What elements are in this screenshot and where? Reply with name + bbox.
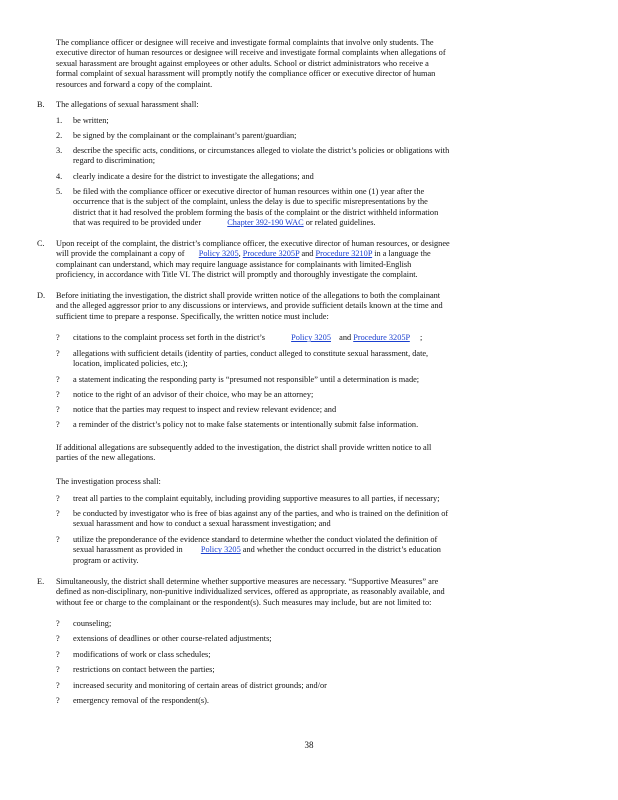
text-line: be signed by the complainant or the complainant’s parent/guardian; xyxy=(73,131,297,140)
notice-item xyxy=(73,375,419,385)
link-policy-3205[interactable]: Policy 3205 xyxy=(291,333,331,342)
text-line xyxy=(56,249,450,259)
bullet-glyph: ? xyxy=(56,650,60,659)
supportive-measure-item: extensions of deadlines or other course-related adjustments; xyxy=(73,634,272,643)
notice-item xyxy=(73,405,336,415)
process-item xyxy=(73,535,441,566)
text-line: complainant can understand, which may require language assistance for complainants with limited-English xyxy=(56,259,412,269)
link-policy-3205[interactable]: Policy 3205 xyxy=(198,249,239,259)
list-number: 1. xyxy=(56,116,63,125)
text-line: sexual harassment are brought against employees or other adults. School or district administrators who receive a xyxy=(56,58,429,68)
list-number: 3. xyxy=(56,146,63,155)
additional-allegations-paragraph xyxy=(56,443,431,464)
section-b-lead: The allegations of sexual harassment shall: xyxy=(56,100,199,109)
text-line: be filed with the compliance officer or executive director of human resources within one (1) year after the xyxy=(73,187,425,196)
bullet-glyph: ? xyxy=(56,333,60,342)
text-line: without fee or charge to the complainant or the respondent(s). Such measures may include, but are not limited to: xyxy=(56,597,432,607)
text-line: notice that the parties may request to inspect and review relevant evidence; and xyxy=(73,405,337,414)
text-line: occurrence that is the subject of the complaint, unless the delay is due to specific misrepresentations by the xyxy=(73,197,428,207)
list-item xyxy=(73,116,109,126)
bullet-glyph: ? xyxy=(56,405,60,414)
section-marker-b: B. xyxy=(37,100,45,109)
notice-item xyxy=(73,333,422,343)
text-line: be written; xyxy=(73,116,109,125)
bullet-glyph: ? xyxy=(56,375,60,384)
link-procedure-3210p[interactable]: Procedure 3210P xyxy=(315,249,373,259)
supportive-measure-item: increased security and monitoring of certain areas of district grounds; and/or xyxy=(73,681,327,690)
text-line: resources and forward a copy of the complaint. xyxy=(56,79,213,89)
process-item xyxy=(73,509,448,530)
bullet-glyph: ? xyxy=(56,634,60,643)
text-fragment: will provide the complainant a copy of xyxy=(56,249,185,259)
text-line: Before initiating the investigation, the district shall provide written notice of the allegations to both the complainant xyxy=(56,291,441,300)
text-fragment: that was required to be provided under xyxy=(73,218,202,228)
supportive-measure-item: emergency removal of the respondent(s). xyxy=(73,696,210,705)
bullet-glyph: ? xyxy=(56,535,60,544)
text-line: describe the specific acts, conditions, or circumstances alleged to violate the district’s policies or obligations with xyxy=(73,146,450,155)
list-number: 2. xyxy=(56,131,63,140)
text-line: proficiency, in accordance with Title VI. The district will promptly and thoroughly investigate the complaint. xyxy=(56,270,418,280)
text-line: program or activity. xyxy=(73,555,139,565)
text-fragment: in a language the xyxy=(374,249,431,259)
supportive-measure-item: counseling; xyxy=(73,619,112,628)
text-fragment: , xyxy=(238,249,241,259)
page-number: 38 xyxy=(304,740,314,750)
bullet-glyph: ? xyxy=(56,494,60,503)
text-fragment: citations to the complaint process set forth in the district’s xyxy=(73,333,265,342)
process-item xyxy=(73,494,440,504)
process-lead: The investigation process shall: xyxy=(56,477,161,486)
text-line: parties of the new allegations. xyxy=(56,453,156,463)
text-fragment: ; xyxy=(419,333,423,342)
text-line: defined as non-disciplinary, non-punitive individualized services, offered as appropriate, as reasonably available, and xyxy=(56,587,445,597)
notice-item xyxy=(73,349,428,370)
intro-paragraph xyxy=(56,38,446,90)
section-c-paragraph xyxy=(56,239,450,281)
text-fragment: and xyxy=(339,333,352,342)
notice-item xyxy=(73,390,313,400)
text-line xyxy=(73,333,422,343)
list-number: 5. xyxy=(56,187,63,196)
text-line: The compliance officer or designee will receive and investigate formal complaints that involve only students. The xyxy=(56,38,434,47)
text-fragment: and xyxy=(301,249,314,259)
text-line: If additional allegations are subsequently added to the investigation, the district shall provide written notice to all xyxy=(56,443,432,452)
text-line: be conducted by investigator who is free of bias against any of the parties, and who is trained on the definition of xyxy=(73,509,449,518)
section-marker-d: D. xyxy=(37,291,46,300)
bullet-glyph: ? xyxy=(56,619,60,628)
text-line: regard to discrimination; xyxy=(73,156,156,166)
link-procedure-3205p[interactable]: Procedure 3205P xyxy=(353,333,410,342)
supportive-measure-item: modifications of work or class schedules; xyxy=(73,650,211,659)
bullet-glyph: ? xyxy=(56,509,60,518)
section-e-paragraph xyxy=(56,577,445,608)
bullet-glyph: ? xyxy=(56,349,60,358)
text-line: clearly indicate a desire for the district to investigate the allegations; and xyxy=(73,172,314,181)
link-policy-3205[interactable]: Policy 3205 xyxy=(200,545,241,555)
supportive-measure-item: restrictions on contact between the parties; xyxy=(73,665,215,674)
bullet-glyph: ? xyxy=(56,696,60,705)
text-line: notice to the right of an advisor of their choice, who may be an attorney; xyxy=(73,390,314,399)
text-line: a statement indicating the responding party is “presumed not responsible” until a determination is made; xyxy=(73,375,420,384)
bullet-glyph: ? xyxy=(56,390,60,399)
link-procedure-3205p[interactable]: Procedure 3205P xyxy=(242,249,300,259)
section-marker-e: E. xyxy=(37,577,45,586)
section-d-paragraph xyxy=(56,291,443,322)
list-item xyxy=(73,131,297,141)
notice-item xyxy=(73,420,418,430)
text-line: and the alleged aggressor prior to any discussions or interviews, and provide sufficient details known at the time and xyxy=(56,301,443,311)
text-fragment: and whether the conduct occurred in the district’s education xyxy=(242,545,441,555)
text-line: Upon receipt of the complaint, the district’s compliance officer, the executive director of human resources, or designee xyxy=(56,239,450,248)
list-item xyxy=(73,172,314,182)
list-item xyxy=(73,187,438,229)
text-fragment: sexual harassment as provided in xyxy=(73,545,183,555)
text-line: location, implicated policies, etc.); xyxy=(73,359,188,369)
link-chapter-392-190-wac[interactable]: Chapter 392-190 WAC xyxy=(227,218,304,228)
text-line xyxy=(73,218,438,228)
text-line: Simultaneously, the district shall determine whether supportive measures are necessary. “Supportive Measures” are xyxy=(56,577,439,586)
text-line: sexual harassment and how to conduct a sexual harassment investigation; and xyxy=(73,519,331,529)
text-line: sufficient time to prepare a response. Specifically, the written notice must include: xyxy=(56,311,329,321)
text-line: district that it had resolved the problem forming the basis of the complaint or the district withheld information xyxy=(73,207,439,217)
text-line: formal complaint of sexual harassment will promptly notify the compliance officer or executive director of human xyxy=(56,69,436,79)
list-item xyxy=(73,146,449,167)
section-marker-c: C. xyxy=(37,239,45,248)
text-line: allegations with sufficient details (identity of parties, conduct alleged to constitute sexual harassment, date, xyxy=(73,349,429,358)
text-fragment: or related guidelines. xyxy=(305,218,376,228)
text-line: a reminder of the district’s policy not to make false statements or intentionally submit false information. xyxy=(73,420,419,429)
bullet-glyph: ? xyxy=(56,665,60,674)
list-number: 4. xyxy=(56,172,63,181)
bullet-glyph: ? xyxy=(56,681,60,690)
text-line: executive director of human resources or designee will receive and investigate formal complaints when allegations of xyxy=(56,48,446,58)
text-line: utilize the preponderance of the evidence standard to determine whether the conduct violated the definition of xyxy=(73,535,438,544)
text-line: treat all parties to the complaint equitably, including providing supportive measures to all parties, if necessary; xyxy=(73,494,440,503)
text-line xyxy=(73,545,441,555)
bullet-glyph: ? xyxy=(56,420,60,429)
